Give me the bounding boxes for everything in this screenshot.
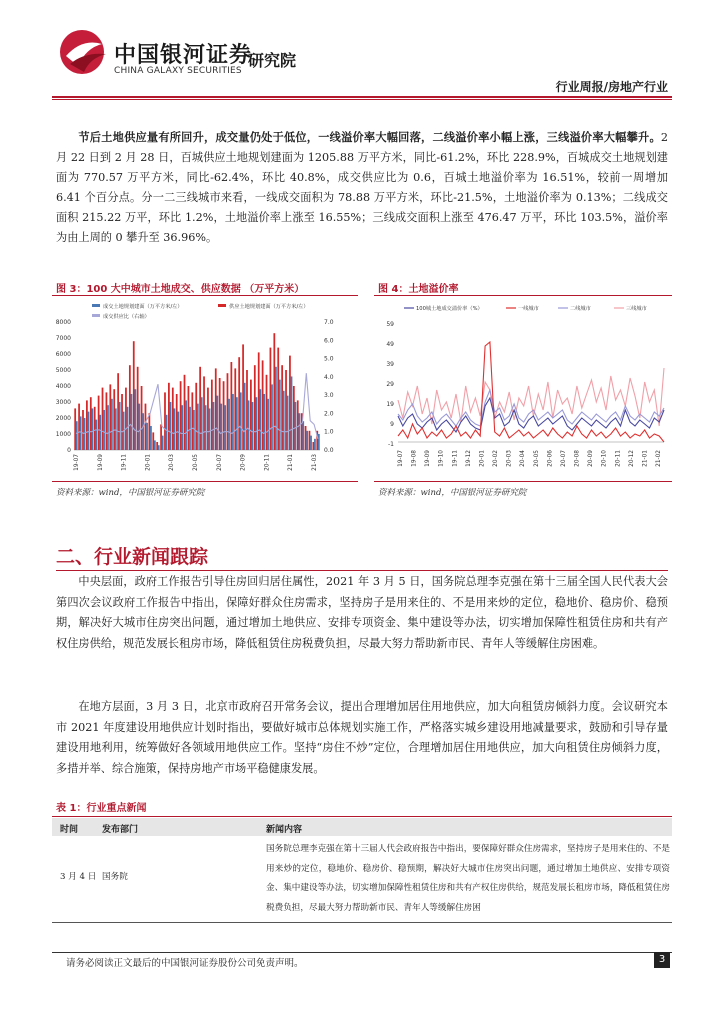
- figure3-bar-supply: [137, 367, 139, 450]
- figure3-bar-deal: [306, 431, 308, 450]
- figure4-title: 图 4：土地溢价率: [378, 284, 459, 295]
- figure3-y-right-tick: 1.0: [324, 428, 334, 436]
- figure3-bar-supply: [188, 386, 190, 450]
- figure3-bar-deal: [263, 394, 265, 450]
- figure4-legend-label: 100城土地成交溢价率（%）: [416, 306, 483, 312]
- figure3-bar-supply: [254, 365, 256, 450]
- figure3-bar-deal: [318, 434, 320, 450]
- figure3-bar-deal: [228, 399, 230, 450]
- figure3-bar-deal: [119, 402, 121, 450]
- figure4-x-tick: 19-09: [425, 450, 432, 467]
- figure3-bar-supply: [312, 442, 314, 450]
- figure3-bar-supply: [113, 389, 115, 450]
- figure4-x-tick: 20-06: [547, 450, 554, 467]
- figure3-bar-deal: [154, 440, 156, 450]
- figure3-bar-supply: [293, 386, 295, 450]
- table-cell-date: 3 月 4 日: [60, 872, 97, 882]
- figure4-y-tick: 9: [390, 421, 394, 428]
- figure3-x-tick: 20-09: [240, 454, 247, 471]
- figure3-bar-deal: [267, 399, 269, 450]
- table-title: 表 1：行业重点新闻: [56, 803, 147, 814]
- table-header-content: 新闻内容: [266, 825, 303, 835]
- figure3-y-left-tick: 3000: [55, 399, 71, 406]
- figure3-bar-deal: [216, 396, 218, 450]
- figure3-bar-supply: [86, 400, 88, 450]
- figure3-bar-supply: [238, 357, 240, 450]
- figure3-bar-deal: [111, 399, 113, 450]
- figure3-title: 图 3：100 大中城市土地成交、供应数据 （万平方米）: [56, 284, 305, 295]
- figure3-bar-deal: [220, 404, 222, 450]
- figure3-y-left-tick: 2000: [55, 415, 71, 422]
- figure3-bar-supply: [90, 397, 92, 450]
- figure3-bar-deal: [158, 445, 160, 450]
- figure3-bar-supply: [172, 388, 174, 450]
- figure3-bar-supply: [156, 442, 158, 450]
- figure3-bar-deal: [240, 392, 242, 450]
- figure3-bar-supply: [74, 408, 76, 450]
- figure4-y-tick: 59: [386, 321, 394, 328]
- figure3-bar-deal: [91, 408, 93, 450]
- figure4-x-tick: 20-04: [520, 450, 527, 467]
- figure3-bar-deal: [173, 408, 175, 450]
- figure3-bar-deal: [181, 405, 183, 450]
- figure3-bar-supply: [207, 388, 209, 450]
- figure3-bar-supply: [145, 404, 147, 450]
- figure3-x-tick: 21-01: [288, 454, 295, 471]
- figure3-bar-deal: [138, 404, 140, 450]
- figure3-bar-deal: [177, 412, 179, 450]
- figure4-y-tick: 49: [386, 341, 394, 348]
- figure3-bar-supply: [78, 404, 80, 450]
- figure3-bar-supply: [199, 367, 201, 450]
- figure3-bar-deal: [131, 394, 133, 450]
- figure3-y-right-tick: 5.0: [324, 355, 334, 363]
- figure3-bar-deal: [209, 408, 211, 450]
- figure3-x-tick: 19-09: [97, 454, 104, 471]
- figure3-x-tick: 21-03: [312, 454, 318, 471]
- figure3-bar-supply: [121, 394, 123, 450]
- figure3-y-left-tick: 8000: [55, 319, 71, 326]
- figure3-bar-supply: [195, 383, 197, 450]
- figure4-x-tick: 19-11: [452, 450, 459, 467]
- table-cell-content: 国务院总理李克强在第十三届人代会政府报告中指出，要保障好群众住房需求，坚持房子是用来住的、不是用来炒的定位，稳地价、稳房价、稳预期，解决好大城市住房突出问题，通过增加土地供应、安排专项资金、集中建设等办法，切实增加保障性租赁住房和共有产权住房供给，规范发展长租房市场，降低租赁住房税费负担，尽最大努力帮助新市民、青年人等缓解住房困: [266, 844, 670, 913]
- figure3-bar-deal: [271, 384, 273, 450]
- figure3-bar-deal: [295, 402, 297, 450]
- table-bottom-rule: [52, 922, 672, 923]
- figure3-bar-supply: [215, 368, 217, 450]
- figure4-y-tick: -1: [388, 441, 394, 448]
- figure4-x-tick: 20-05: [533, 450, 540, 467]
- figure4-x-tick: 20-02: [493, 450, 500, 467]
- figure3-bar-supply: [227, 373, 229, 450]
- figure3-legend-swatch: [92, 314, 100, 317]
- figure3-bar-supply: [117, 373, 119, 450]
- figure3-title-rule: [52, 295, 358, 296]
- figure3-bar-deal: [103, 410, 105, 450]
- header-divider: [52, 96, 672, 98]
- figure3-bar-deal: [107, 405, 109, 450]
- figure3-bar-supply: [223, 381, 225, 450]
- table-cell-dept: 国务院: [102, 872, 128, 882]
- figure3-bar-deal: [232, 394, 234, 450]
- figure4-x-tick: 19-08: [411, 450, 418, 467]
- figure3-bar-supply: [109, 384, 111, 450]
- figure3-x-tick: 20-01: [145, 454, 152, 471]
- table-header-dept: 发布部门: [102, 825, 139, 835]
- figure3-y-right-tick: 0.0: [324, 447, 334, 454]
- figure3-bar-supply: [234, 368, 236, 450]
- figure4-bottom-rule: [374, 481, 672, 482]
- figure3-bar-supply: [102, 388, 104, 450]
- figure4-x-tick: 21-01: [642, 450, 649, 467]
- figure4-legend-label: 一线城市: [518, 306, 539, 312]
- summary-lead: 节后土地供应量有所回升，成交量仍处于低位，一线溢价率大幅回落，二线溢价率小幅上涨，三线溢价率大幅攀升。: [78, 130, 661, 144]
- summary-body: 2 月 22 日到 2 月 28 日，百城供应土地规划建面为 1205.88 万平方米，同比-61.2%，环比 228.9%，百城成交土地规划建面为 770.57 万平方米，同比-62.4%，环比 40.8%，成交供应比为 0.6，百城土地溢价率为 16.51%，较前一周增加 6.41 个百分点。分一二三线城市来看，一线成交面积为 78.88 万平方米，环比-21.5%，土地溢价率为 0.13%；二线成交面积 215.22 万平，环比 1.2%，土地溢价率上涨至 16.55%；三线成交面积上涨至 476.47 万平，环比 103.5%，溢价率为由上周的 0 攀升至 36.96%。: [56, 131, 668, 244]
- figure3-y-right-tick: 2.0: [324, 410, 334, 418]
- figure3-bar-supply: [281, 365, 283, 450]
- figure3-legend: [92, 302, 309, 320]
- figure3-bar-supply: [133, 341, 135, 450]
- figure3-bar-deal: [205, 405, 207, 450]
- figure3-y-right-tick: 7.0: [324, 319, 334, 326]
- figure3-bar-deal: [314, 439, 316, 450]
- figure3-bar-supply: [211, 380, 213, 450]
- figure3-bar-supply: [309, 431, 311, 450]
- figure3-bar-supply: [129, 365, 131, 450]
- figure3-bar-supply: [125, 388, 127, 450]
- figure3-bar-deal: [134, 389, 136, 450]
- figure3-bar-supply: [270, 348, 272, 450]
- figure3-bar-supply: [148, 413, 150, 450]
- figure4-y-tick: 39: [386, 361, 394, 368]
- figure3-bar-deal: [248, 400, 250, 450]
- footer-disclaimer: 请务必阅读正文最后的中国银河证券股份公司免责声明。: [66, 958, 304, 969]
- figure3-bar-supply: [305, 426, 307, 450]
- figure3-y-left-tick: 6000: [55, 351, 71, 358]
- figure4-x-tick: 20-03: [506, 450, 513, 467]
- figure3-bar-supply: [106, 392, 108, 450]
- figure3-legend-label: 成交土地规划建面（万平方米/左）: [103, 304, 183, 310]
- figure4-legend-label: 二线城市: [570, 306, 591, 312]
- figure3-legend-label: 供应土地规划建面（万平方米/左）: [229, 304, 309, 310]
- figure3-bar-deal: [291, 376, 293, 450]
- figure3-bar-supply: [184, 375, 186, 450]
- figure3-bar-deal: [189, 407, 191, 450]
- figure3-bar-supply: [98, 396, 100, 450]
- section-title: 二、行业新闻跟踪: [56, 546, 209, 568]
- figure3-bar-deal: [302, 421, 304, 450]
- figure3-source: 资料来源：wind，中国银河证券研究院: [56, 488, 205, 498]
- figure3-bar-deal: [146, 423, 148, 450]
- figure3-bar-supply: [180, 381, 182, 450]
- figure3-bar-supply: [219, 378, 221, 450]
- figure3-bar-supply: [191, 392, 193, 450]
- figure4-x-tick: 19-12: [465, 450, 472, 467]
- figure3-chart: [52, 298, 358, 478]
- figure3-bar-supply: [242, 344, 244, 450]
- figure3-bar-supply: [203, 376, 205, 450]
- figure3-bar-deal: [150, 426, 152, 450]
- figure3-bar-supply: [164, 392, 166, 450]
- figure4-x-tick: 20-08: [574, 450, 581, 467]
- figure3-bar-supply: [176, 394, 178, 450]
- figure3-legend-swatch: [218, 304, 226, 307]
- figure4-y-tick: 19: [386, 401, 394, 408]
- figure3-bar-deal: [185, 400, 187, 450]
- section-divider: [56, 570, 668, 571]
- figure3-bar-deal: [99, 415, 101, 450]
- figure4-legend-label: 三线城市: [626, 306, 647, 312]
- galaxy-logo-icon: [56, 26, 112, 78]
- figure4-legend: [404, 304, 647, 312]
- figure3-bar-supply: [94, 407, 96, 450]
- figure3-bar-deal: [283, 391, 285, 450]
- figure3-bar-deal: [115, 408, 117, 450]
- figure4-chart: [374, 298, 672, 478]
- figure4-line-series-1: [398, 342, 664, 442]
- figure4-x-tick: 20-09: [588, 450, 595, 467]
- figure3-bar-deal: [255, 397, 257, 450]
- figure4-x-tick: 20-01: [479, 450, 486, 467]
- figure3-bar-deal: [213, 402, 215, 450]
- figure3-bar-deal: [252, 402, 254, 450]
- figure3-bar-deal: [201, 397, 203, 450]
- figure3-bar-deal: [162, 436, 164, 450]
- figure3-y-left-tick: 1000: [55, 431, 71, 438]
- figure3-bar-deal: [275, 367, 277, 450]
- figure3-y-left-tick: 5000: [55, 367, 71, 374]
- figure3-bar-deal: [170, 402, 172, 450]
- brand-name-cn: 中国银河证券: [114, 43, 253, 68]
- page-number: 3: [654, 952, 670, 968]
- figure3-x-tick: 19-11: [121, 454, 128, 471]
- figure3-bar-deal: [298, 413, 300, 450]
- figure3-bar-supply: [82, 410, 84, 450]
- figure3-bar-supply: [141, 386, 143, 450]
- figure4-source: 资料来源：wind，中国银河证券研究院: [378, 488, 527, 498]
- figure3-x-tick: 20-05: [193, 454, 199, 471]
- figure3-bar-deal: [279, 380, 281, 450]
- figure3-legend-swatch: [92, 304, 100, 307]
- brand-name-en: CHINA GALAXY SECURITIES: [114, 66, 242, 76]
- figure4-x-tick: 19-10: [438, 450, 445, 467]
- figure3-bar-supply: [250, 380, 252, 450]
- news-central-paragraph: 中央层面，政府工作报告引导住房回归居住属性，2021 年 3 月 5 日，国务院总理李克强在第十三届全国人民代表大会第四次会议政府工作报告中指出，保障好群众住房需求，坚持房子是用来住的、不是用来炒的定位，稳地价、稳房价、稳预期，解决好大城市住房突出问题，通过增加土地供应、安排专项资金、集中建设等办法，切实增加保障性租赁住房和共有产权住房供给，规范发展长租房市场，降低租赁住房税费负担，尽最大努力帮助新市民、青年人等缓解住房困难。: [56, 575, 668, 650]
- summary-paragraph: [56, 127, 668, 248]
- figure3-x-tick: 20-11: [264, 454, 271, 471]
- figure3-bar-supply: [266, 375, 268, 450]
- figure3-bar-supply: [152, 432, 154, 450]
- figure4-x-tick: 19-07: [398, 450, 404, 467]
- brand-subtitle: 研究院: [248, 51, 297, 70]
- figure3-bar-deal: [95, 420, 97, 450]
- figure3-bar-deal: [259, 389, 261, 450]
- header-divider-thin: [52, 99, 672, 100]
- figure3-bar-supply: [289, 356, 291, 450]
- figure3-bar-deal: [197, 404, 199, 450]
- figure3-y-left-tick: 4000: [55, 383, 71, 390]
- figure3-y-right-tick: 3.0: [324, 392, 334, 400]
- figure3-bar-deal: [287, 396, 289, 450]
- figure4-x-tick: 20-12: [628, 450, 635, 467]
- figure3-bar-deal: [142, 413, 144, 450]
- figure3-bar-supply: [285, 370, 287, 450]
- figure3-y-left-tick: 0: [67, 447, 71, 454]
- figure3-bar-supply: [246, 370, 248, 450]
- table-row: [52, 836, 672, 922]
- figure3-bar-supply: [258, 352, 260, 450]
- figure3-y-right-tick: 4.0: [324, 373, 334, 381]
- figure3-bar-supply: [168, 383, 170, 450]
- figure3-x-tick: 20-03: [169, 454, 176, 471]
- table-header: [52, 818, 672, 836]
- news-local-paragraph: 在地方层面，3 月 3 日，北京市政府召开常务会议，提出合理增加居住用地供应，加大向租赁房倾斜力度。会议研究本市 2021 年度建设用地供应计划时指出，要做好城市总体规划实施工作，严格落实城乡建设用地减量要求，鼓励和引导存量建设用地利用，统筹做好各领域用地供应工作。坚持“房住不炒”定位，合理增加居住用地供应，加大向租赁住房倾斜力度，多措并举、综合施策，保持房地产市场平稳健康发展。: [56, 700, 668, 775]
- figure3-x-tick: 19-07: [74, 454, 80, 471]
- table-top-rule: [52, 816, 672, 817]
- figure4-x-tick: 20-07: [560, 450, 567, 467]
- figure3-bar-deal: [236, 397, 238, 450]
- figure3-bar-deal: [76, 421, 78, 450]
- table-header-date: 时间: [60, 825, 79, 835]
- figure3-bar-deal: [80, 416, 82, 450]
- figure3-bar-deal: [310, 436, 312, 450]
- figure4-x-tick: 21-02: [656, 450, 662, 467]
- figure3-y-right-tick: 6.0: [324, 337, 334, 345]
- figure3-bar-supply: [160, 424, 162, 450]
- figure4-title-rule: [374, 295, 672, 296]
- figure3-bar-deal: [166, 415, 168, 450]
- figure4-x-tick: 20-10: [601, 450, 608, 467]
- figure3-legend-label: 成交供应比（右轴）: [103, 314, 150, 320]
- figure4-x-tick: 20-11: [615, 450, 622, 467]
- figure3-y-left-tick: 7000: [55, 335, 71, 342]
- report-type: 行业周报/房地产行业: [555, 80, 668, 94]
- figure3-bar-supply: [230, 362, 232, 450]
- figure3-bottom-rule: [52, 481, 358, 482]
- figure3-bar-deal: [244, 383, 246, 450]
- figure3-bar-deal: [224, 405, 226, 450]
- figure3-bar-supply: [277, 348, 279, 450]
- figure4-y-tick: 29: [386, 381, 394, 388]
- footer-divider: [52, 952, 672, 953]
- figure3-x-tick: 20-07: [216, 454, 223, 471]
- figure3-bar-supply: [273, 333, 275, 450]
- figure3-bar-supply: [262, 360, 264, 450]
- figure3-bar-supply: [297, 400, 299, 450]
- figure3-bar-deal: [88, 412, 90, 450]
